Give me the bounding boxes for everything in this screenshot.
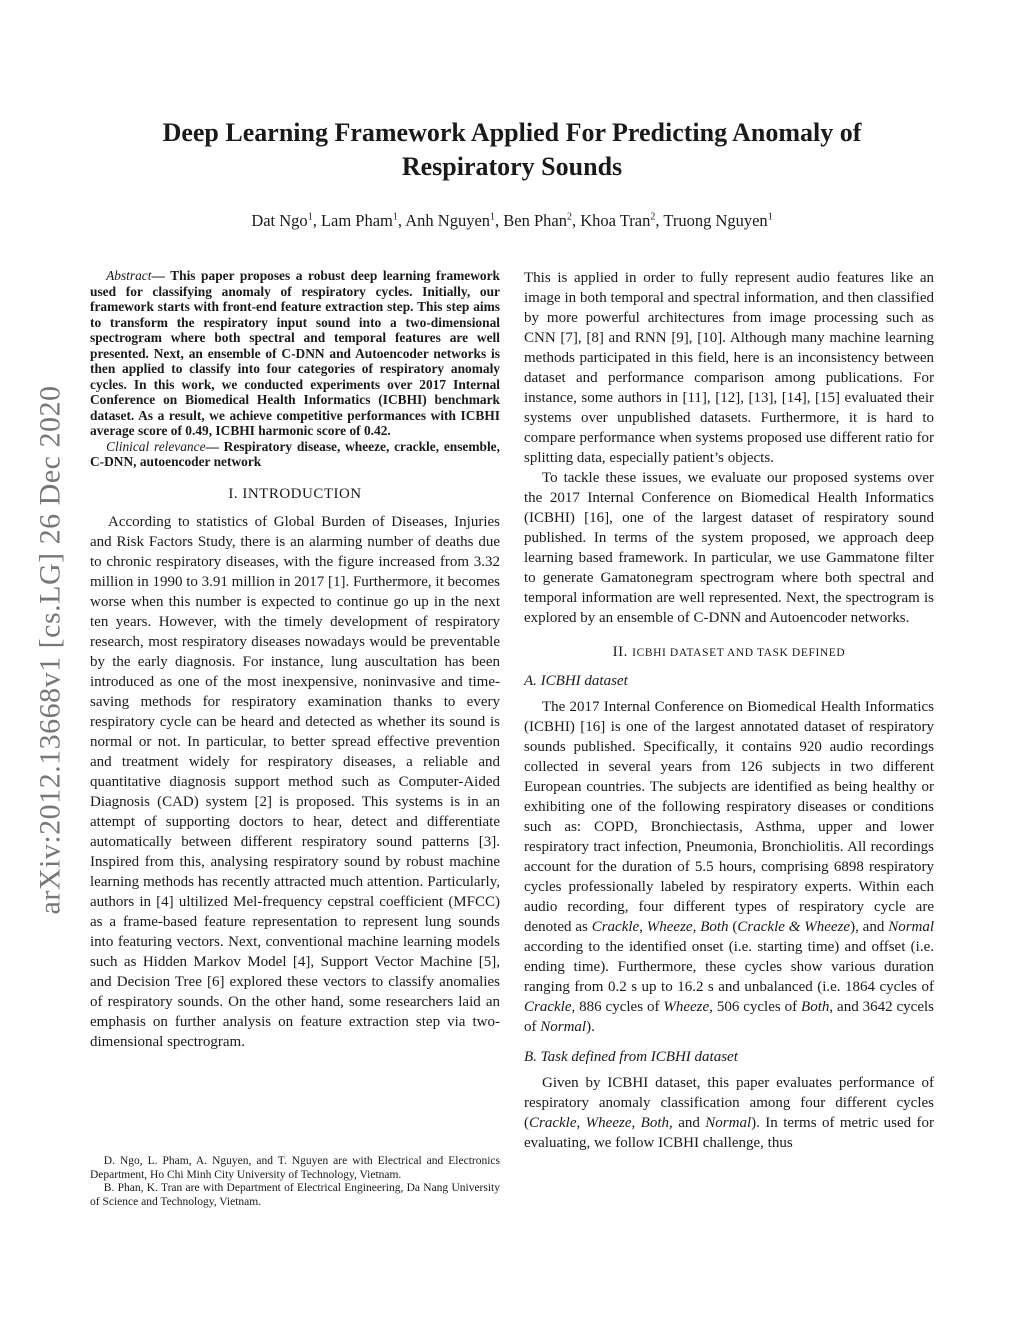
- text-run: ). In terms of metric used for evaluating, we follow ICBHI challenge, thus: [524, 1115, 935, 1151]
- author-list: [100, 209, 924, 233]
- section-heading-icbhi: [524, 642, 934, 663]
- icbhi-dataset-paragraph: [524, 697, 934, 1037]
- text-run: ,: [692, 919, 701, 935]
- term-crackle: Crackle: [529, 1115, 577, 1131]
- intro-paragraph-2: This is applied in order to fully represent audio features like an image in both temporal and spectral information, and then classified by more powerful architectures from image processing such as CNN [7], [8] and RNN [9], [10]. Although many machine learning methods participated in this field, here is an inconsistency between dataset and performance comparison among publications. For instance, some authors in [11], [12], [13], [14], [15] evaluated their systems over unpublished datasets. Furthermore, it is hard to compare performance when systems proposed use different ratio for splitting data, especially patient’s objects.: [524, 270, 934, 466]
- author-name: Khoa Tran: [580, 211, 651, 230]
- left-column: [90, 268, 500, 1052]
- term-normal: Normal: [540, 1019, 587, 1035]
- text-run: according to the identified onset (i.e. starting time) and offset (i.e. ending time). Furthermore, these cycles show various duration ranging from 0.2 s up to 16.2 s and unbalanced (i.e. 1864 cycles of: [524, 939, 934, 995]
- term-crackle: Crackle: [524, 999, 572, 1015]
- section-number: II.: [612, 644, 628, 660]
- term-wheeze: Wheeze: [663, 999, 710, 1015]
- text-run: (: [728, 919, 738, 935]
- term-crackle-and-wheeze: Crackle & Wheeze: [737, 919, 851, 935]
- clinical-dash: —: [205, 438, 224, 454]
- text-run: , 506 cycles of: [709, 999, 802, 1015]
- text-run: , 886 cycles of: [571, 999, 664, 1015]
- right-column: [524, 268, 934, 1153]
- arxiv-sidebar: [30, 350, 70, 950]
- clinical-relevance-text: Respiratory disease, wheeze, crackle, ensemble, C-DNN, autoencoder network: [90, 438, 500, 469]
- arxiv-identifier: arXiv:2012.13668v1 [cs.LG] 26 Dec 2020: [33, 385, 66, 915]
- text-run: , and: [669, 1115, 706, 1131]
- affiliation-mark: 1: [767, 211, 773, 223]
- text-run: ,: [639, 919, 647, 935]
- intro-paragraph-3: To tackle these issues, we evaluate our proposed systems over the 2017 Internal Conference on Biomedical Health Informatics (ICBHI) [16], one of the largest dataset of respiratory sound published. In terms of the system proposed, we approach deep learning based framework. In particular, we use Gammatone filter to generate Gamatonegram spectrogram where both spectral and temporal information are well represented. Next, the spectrogram is explored by an ensemble of C-DNN and Autoencoder networks.: [524, 470, 934, 626]
- task-defined-paragraph: [524, 1073, 934, 1153]
- term-both: Both: [640, 1115, 670, 1131]
- author-separator: ,: [312, 211, 321, 230]
- term-wheeze: Wheeze: [585, 1115, 632, 1131]
- author-separator: ,: [495, 211, 504, 230]
- affiliation-mark: 1: [392, 211, 398, 223]
- title-line-2: Respiratory Sounds: [401, 152, 623, 181]
- abstract-text: This paper proposes a robust deep learning framework used for classifying anomaly of respiratory cycles. Initially, our framework starts with front-end feature extraction step. This step aims to transform the respiratory input sound into a two-dimensional spectrogram where both spectral and temporal features are well presented. Next, an ensemble of C-DNN and Autoencoder networks is then applied to classify into four categories of respiratory anomaly cycles. In this work, we conducted experiments over 2017 Internal Conference on Biomedical Health Informatics (ICBHI) benchmark dataset. As a result, we achieve competitive performances with ICBHI average score of 0.49, ICBHI harmonic score of 0.42.: [90, 268, 500, 438]
- section-title: ICBHI DATASET AND TASK DEFINED: [632, 647, 846, 659]
- author-name: Truong Nguyen: [663, 211, 768, 230]
- author-name: Lam Pham: [320, 211, 393, 230]
- term-normal: Normal: [705, 1115, 752, 1131]
- text-run: ,: [631, 1115, 641, 1131]
- affiliation-mark: 2: [566, 211, 572, 223]
- text-run: ,: [576, 1115, 586, 1131]
- text-run: Given by ICBHI dataset, this paper evaluates performance of respiratory anomaly classification among four different cycles (: [524, 1075, 934, 1131]
- author-separator: ,: [571, 211, 581, 230]
- text-run: ), and: [850, 919, 889, 935]
- author-name: Dat Ngo: [251, 211, 308, 230]
- text-run: ).: [586, 1019, 595, 1035]
- subsection-heading-task-defined: B. Task defined from ICBHI dataset: [524, 1049, 738, 1065]
- subsection-heading-icbhi-dataset: A. ICBHI dataset: [524, 673, 628, 689]
- term-normal: Normal: [888, 919, 935, 935]
- footnotes: [90, 1155, 500, 1209]
- term-crackle: Crackle: [591, 919, 640, 935]
- author-separator: ,: [397, 211, 406, 230]
- intro-paragraph-1: According to statistics of Global Burden of Diseases, Injuries and Risk Factors Study, there is an alarming number of deaths due to chronic respiratory diseases, with the figure increased from 3.32 million in 1990 to 3.91 million in 2017 [1]. Furthermore, it becomes worse when this number is expected to continue go up in the next ten years. However, with the timely development of respiratory research, most respiratory diseases nowadays would be preventable by the early diagnosis. For instance, lung auscultation has been introduced as one of the most inexpensive, noninvasive and time-saving methods for respiratory examination thanks to every respiratory cycle can be heard and detected as whether its sound is normal or not. In particular, to better spread effective prevention and treatment widely for respiratory diseases, a reliable and quantitative diagnosis support method such as Computer-Aided Diagnosis (CAD) system [2] is proposed. This systems is in an attempt of supporting doctors to hear, detect and differentiate automatically between different respiratory sound patterns [3]. Inspired from this, analysing respiratory sound by robust machine learning methods has recently attracted much attention. Particularly, authors in [4] ultilized Mel-frequency cepstral coefficient (MFCC) as a frame-based feature representation to represent lung sounds into featuring vectors. Next, conventional machine learning models such as Hidden Markov Model [4], Support Vector Machine [5], and Decision Tree [6] explored these vectors to classify anomalies of respiratory sounds. On the other hand, some researchers laid an emphasis on further analysis on feature extraction step via two-dimensional spectrogram.: [90, 513, 500, 1050]
- author-name: Anh Nguyen: [405, 211, 491, 230]
- abstract-dash: —: [151, 268, 171, 283]
- affiliation-mark: 1: [307, 211, 313, 223]
- author-name: Ben Phan: [503, 211, 567, 230]
- term-both: Both: [700, 919, 729, 935]
- clinical-relevance: [90, 439, 500, 470]
- abstract-label: Abstract: [106, 268, 152, 283]
- footnote-affiliation-1: D. Ngo, L. Pham, A. Nguyen, and T. Nguyen are with Electrical and Electronics Department, Ho Chi Minh City University of Technology, Vietnam.: [90, 1155, 500, 1181]
- affiliation-mark: 1: [490, 211, 496, 223]
- abstract: [90, 268, 500, 439]
- text-run: , and 3642 cycels of: [524, 999, 935, 1035]
- section-heading-introduction: I. INTRODUCTION: [228, 485, 362, 502]
- term-both: Both: [801, 999, 830, 1015]
- paper-title: [100, 116, 924, 184]
- term-wheeze: Wheeze: [646, 919, 693, 935]
- footnote-affiliation-2: B. Phan, K. Tran are with Department of Electrical Engineering, Da Nang University of Science and Technology, Vietnam.: [90, 1182, 500, 1208]
- text-run: The 2017 Internal Conference on Biomedical Health Informatics (ICBHI) [16] is one of the largest annotated dataset of respiratory sounds published. Specifically, it contains 920 audio recordings collected in several years from 126 subjects in two different European countries. The subjects are identified as being healthy or exhibiting one of the following respiratory diseases or conditions such as: COPD, Bronchiectasis, Asthma, upper and lower respiratory tract infection, Pneumonia, Bronchiolitis. All recordings account for the duration of 5.5 hours, comprising 6898 respiratory cycles professionally labeled by respiratory experts. Within each audio recording, four different types of respiratory cycle are denoted as: [524, 699, 934, 935]
- title-line-1: Deep Learning Framework Applied For Predicting Anomaly of: [162, 118, 862, 147]
- affiliation-mark: 2: [650, 211, 656, 223]
- author-separator: ,: [655, 211, 664, 230]
- clinical-relevance-label: Clinical relevance: [106, 438, 206, 454]
